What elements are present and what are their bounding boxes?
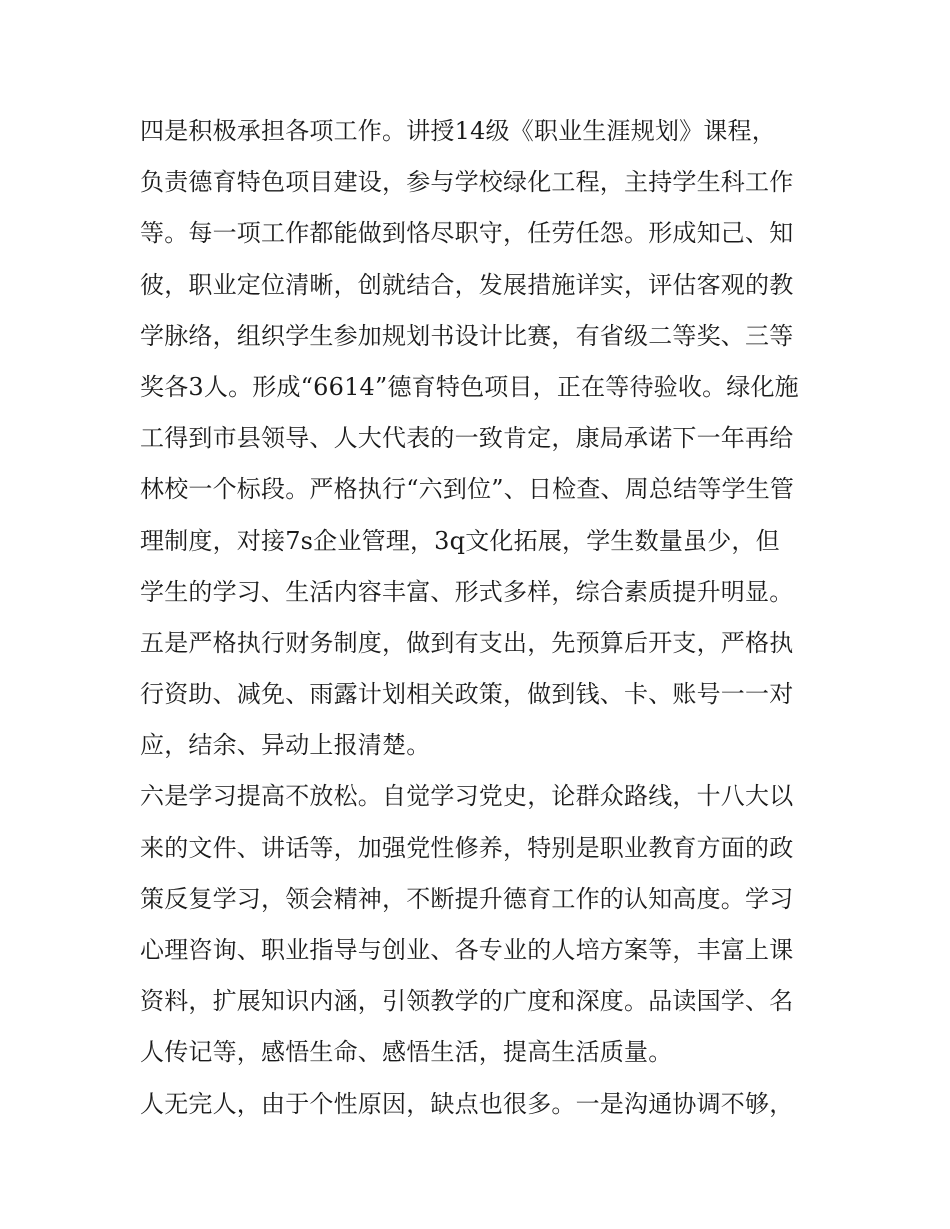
text-line: 人传记等，感悟生命、感悟生活，提高生活质量。 [140, 1038, 673, 1067]
text-line: 人无完人，由于个性原因，缺点也很多。一是沟通协调不够， [140, 1089, 794, 1118]
text-line: 五是严格执行财务制度，做到有支出，先预算后开支，严格执 [140, 628, 794, 657]
text-line: 四是积极承担各项工作。讲授14级《职业生涯规划》课程， [140, 117, 776, 145]
text-line: 资料，扩展知识内涵，引领教学的广度和深度。品读国学、名 [140, 987, 794, 1016]
text-line: 心理咨询、职业指导与创业、各专业的人培方案等，丰富上课 [140, 936, 794, 964]
text-line: 策反复学习，领会精神，不断提升德育工作的认知高度。学习 [140, 884, 794, 913]
text-line: 行资助、减免、雨露计划相关政策，做到钱、卡、账号一一对 [140, 680, 794, 709]
text-line: 应，结余、异动上报清楚。 [140, 731, 431, 760]
text-line: 负责德育特色项目建设，参与学校绿化工程，主持学生科工作 [140, 168, 794, 197]
text-line: 六是学习提高不放松。自觉学习党史，论群众路线，十八大以 [140, 782, 794, 811]
text-line: 等。每一项工作都能做到恪尽职守，任劳任怨。形成知己、知 [140, 219, 794, 248]
text-line: 理制度，对接7s企业管理，3q文化拓展，学生数量虽少，但 [140, 526, 780, 555]
text-line: 学生的学习、生活内容丰富、形式多样，综合素质提升明显。 [140, 577, 794, 606]
text-line: 彼，职业定位清晰，创就结合，发展措施详实，评估客观的教 [140, 270, 794, 299]
text-line: 来的文件、讲话等，加强党性修养，特别是职业教育方面的政 [140, 833, 794, 862]
document-body [140, 106, 830, 1130]
text-line: 工得到市县领导、人大代表的一致肯定，康局承诺下一年再给 [140, 424, 794, 453]
text-line: 学脉络，组织学生参加规划书设计比赛，有省级二等奖、三等 [140, 321, 794, 350]
text-line: 林校一个标段。严格执行“六到位”、日检查、周总结等学生管 [140, 475, 795, 504]
text-line: 奖各3人。形成“6614”德育特色项目，正在等待验收。绿化施 [140, 372, 799, 401]
